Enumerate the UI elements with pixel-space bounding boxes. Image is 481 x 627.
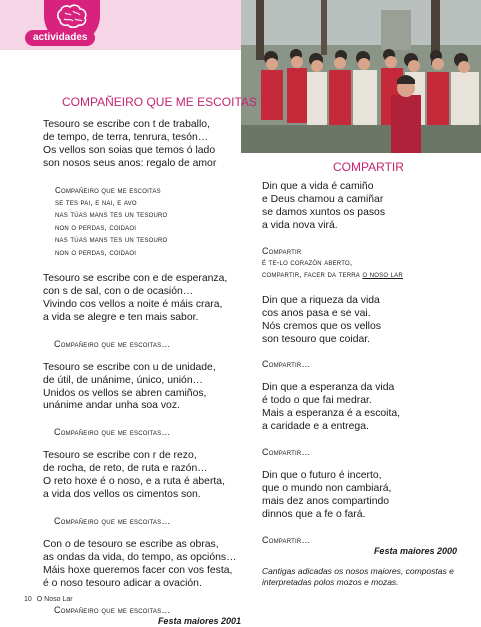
verse-line: Din que a riqueza da vida [262,294,380,306]
left-refrain: Compañeiro que me escoitas… [54,338,171,349]
verse-line: son tesouro que coidar. [262,333,371,345]
verse-line: unánime andar unha soa voz. [43,400,180,412]
verse-line: Tesouro se escribe con t de traballo, [43,119,210,130]
verse-line: a vida dos vellos os cimentos son. [43,489,201,501]
choir-photo [241,0,481,153]
verse-line: dinnos que a fe o fará. [262,508,366,520]
right-refrain: Compartir… [262,447,311,458]
verse-line: con s de sal, con o de ocasión… [43,285,194,297]
verse-line: Tesouro se escribe con e de esperanza, [43,273,228,285]
verse-line: a vida se alegre e ten mais sabor. [43,311,199,323]
verse-line: de rocha, de reto, de ruta e razón… [43,463,208,475]
verse-line: Os vellos son soias que temos ó lado [43,144,216,156]
right-chorus [262,245,467,282]
chorus-line: se tes pai, e nai, e avo [55,198,137,208]
left-stanza-5 [43,539,241,591]
chorus-line: é te-lo corazón aberto, [262,258,353,268]
verse-line: que o mundo non cambiará, [262,483,392,494]
page-number: 10 [24,596,32,603]
right-song [262,181,467,589]
right-note: Cantigas adicadas os nosos maiores, compostas e interpretadas polos mozos e mozas. [262,565,454,588]
verse-line: mais dez anos compartindo [262,495,390,507]
verse-line: as ondas da vida, do tempo, as opcións… [43,551,237,563]
verse-line: Din que o futuro é incerto, [262,470,382,482]
verse-line: Vivindo cos vellos a noite é máis crara, [43,298,223,310]
chorus-line: nas túas mans tes un tesouro [55,210,168,220]
verse-line: son nosos seus anos: regalo de amor [43,157,217,169]
left-song [43,119,241,626]
verse-line: é o noso tesouro adicar a ovación. [43,577,202,589]
verse-line: a caridade e a entrega. [262,421,369,433]
chorus-line: nas túas mans tes un tesouro [55,235,168,245]
right-song-title: COMPARTIR [333,160,404,174]
right-stanza-3 [262,382,467,434]
verse-line: a vida nova virá. [262,219,338,231]
left-stanza-3 [43,362,241,414]
right-refrain: Compartir… [262,534,311,545]
left-stanza-1 [43,119,241,171]
left-song-title: COMPAÑEIRO QUE ME ESCOITAS [62,95,257,109]
verse-line: de útil, de unánime, único, unión… [43,374,204,386]
choir-photo-illustration [241,0,481,153]
left-refrain: Compañeiro que me escoitas… [54,515,171,526]
chorus-underlined-text: o noso lar [362,270,403,280]
chorus-line [262,269,467,281]
verse-line: de tempo, de terra, tenrura, tesón… [43,131,209,143]
page-footer [24,596,73,603]
right-stanza-2 [262,295,467,347]
verse-line: Din que a esperanza da vida [262,382,395,394]
chorus-text: compartir, facer da terra [262,270,363,280]
left-chorus [55,185,241,259]
section-label: actividades [25,30,95,46]
left-credit: Festa maiores 2001 [157,615,241,626]
publication-name: O Noso Lar [36,596,73,603]
verse-line: Unidos os vellos se abren camiños, [43,387,207,399]
verse-line: Tesouro se escribe con u de unidade, [43,361,216,373]
verse-line: O reto hoxe é o noso, e a ruta é aberta, [43,476,225,488]
left-stanza-4 [43,450,241,502]
verse-line: Tesouro se escribe con r de rezo, [43,450,197,462]
left-refrain: Compañeiro que me escoitas… [54,604,171,615]
right-stanza-1 [262,181,467,233]
verse-line: Nós cremos que os vellos [262,320,381,332]
chorus-line: Compartir [262,245,302,256]
verse-line: e Deus chamou a camiñar [262,193,384,205]
verse-line: Con o de tesouro se escribe as obras, [43,538,219,550]
verse-line: Máis hoxe queremos facer con vos festa, [43,564,233,576]
right-stanza-4 [262,470,467,522]
right-credit: Festa maiores 2000 [373,545,457,556]
verse-line: Mais a esperanza é a escoita, [262,408,401,420]
chorus-line: non o perdas, coidaoi [55,222,137,232]
left-stanza-2 [43,273,241,325]
chorus-line: non o perdas, coidaoi [55,247,137,257]
verse-line: Din que a vida é camiño [262,181,374,192]
left-refrain: Compañeiro que me escoitas… [54,427,171,438]
chorus-line: Compañeiro que me escoitas [55,185,161,195]
verse-line: é todo o que fai medrar. [262,395,372,407]
verse-line: cos anos pasa e se vai. [262,307,371,319]
brain-icon [56,4,88,30]
verse-line: se damos xuntos os pasos [262,206,386,218]
right-refrain: Compartir… [262,359,311,370]
